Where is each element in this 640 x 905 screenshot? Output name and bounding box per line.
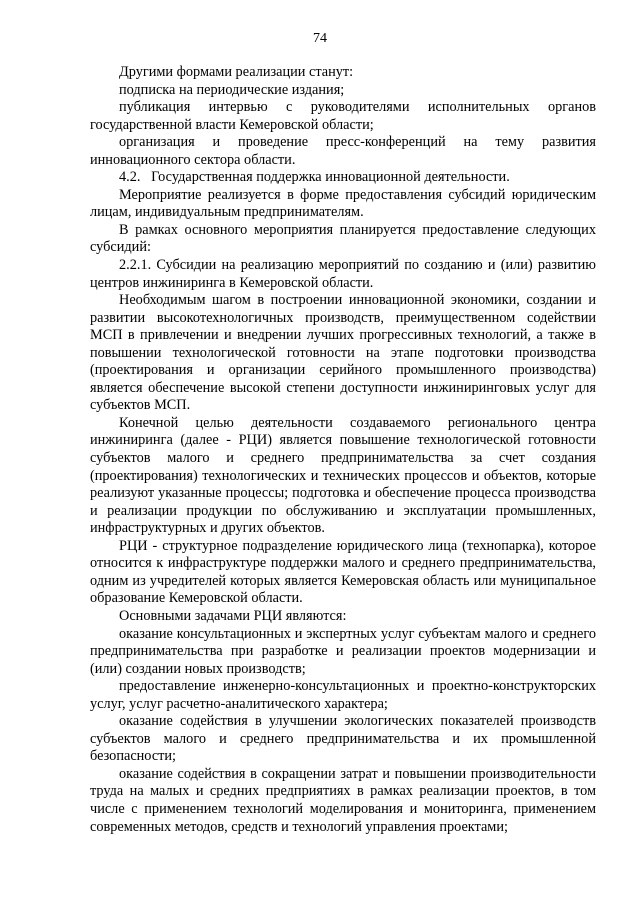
paragraph-innovation-economy: Необходимым шагом в построении инновационной экономики, создании и развитии высокотехнологичных производств, преимущественном содействии МСП в привлечении и внедрении лучших прогрессивных технологий, а также в повышении технологической готовности на этапе подготовки производства (проектирования и организации серийного промышленного производства) является обеспечение высокой степени доступности инжиниринговых услуг для субъектов МСП. <box>90 292 596 414</box>
paragraph-forms-intro: Другими формами реализации станут: <box>119 64 354 80</box>
page-body <box>90 64 596 836</box>
paragraph-interviews: публикация интервью с руководителями исполнительных органов государственной власти Кемеровской области; <box>90 99 596 133</box>
paragraph-rci-definition: РЦИ - структурное подразделение юридического лица (технопарка), которое относится к инфраструктуре поддержки малого и среднего предпринимательства, одним из учредителей которых является Кемеровская область или муниципальное образование Кемеровской области. <box>90 537 596 607</box>
paragraph-rci-tasks-intro: Основными задачами РЦИ являются: <box>119 607 347 624</box>
list-item-consulting-services: оказание консультационных и экспертных услуг субъектам малого и среднего предпринимательства при разработке и реализации проектов модернизации и (или) создании новых производств; <box>90 625 596 677</box>
paragraph-press-conferences: организация и проведение пресс-конференций на тему развития инновационного сектора области. <box>90 134 596 168</box>
paragraph-rci-goal: Конечной целью деятельности создаваемого регионального центра инжиниринга (далее - РЦИ) является повышение технологической готовности субъектов малого и среднего предпринимательства за счет создания (проектирования) технологических и технических процессов и объектов, которые реализуют указанные процессы; подготовка и обеспечение процесса производства и реализации продукции по обслуживанию и эксплуатации промышленных, инфраструктурных и других объектов. <box>90 414 596 537</box>
subsection-heading-2-2-1: 2.2.1. Субсидии на реализацию мероприятий по созданию и (или) развитию центров инжиниринга в Кемеровской области. <box>90 257 596 291</box>
list-item-cost-reduction: оказание содействия в сокращении затрат и повышении производительности труда на малых и средних предприятиях в рамках реализации проектов, в том числе с применением технологий моделирования и мониторинга, применением современных методов, средств и технологий управления проектами; <box>90 765 596 835</box>
paragraph-subscription: подписка на периодические издания; <box>119 81 345 98</box>
section-heading-4-2: 4.2. Государственная поддержка инновационной деятельности. <box>119 169 510 186</box>
list-item-engineering-services: предоставление инженерно-консультационных и проектно-конструкторских услуг, услуг расчетно-аналитического характера; <box>90 678 596 712</box>
paragraph-subsidies-planned: В рамках основного мероприятия планируется предоставление следующих субсидий: <box>90 221 596 256</box>
list-item-ecology-safety: оказание содействия в улучшении экологических показателей производств субъектов малого и среднего предпринимательства и их промышленной безопасности; <box>90 713 596 765</box>
page-number: 74 <box>313 31 327 46</box>
paragraph-measure-form: Мероприятие реализуется в форме предоставления субсидий юридическим лицам, индивидуальным предпринимателям. <box>90 186 596 221</box>
